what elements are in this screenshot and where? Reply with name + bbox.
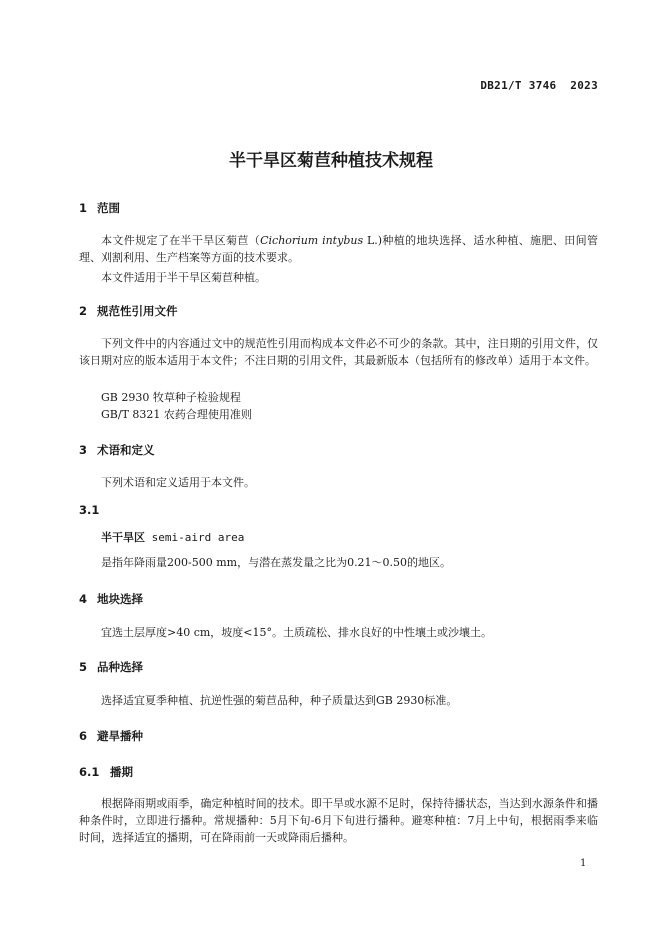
section-1-heading [79, 200, 120, 216]
latin-name: Cichorium intybus [260, 234, 364, 247]
reference-item: GB 2930 牧草种子检验规程 [101, 391, 241, 404]
section-title: 品种选择 [97, 660, 143, 674]
section-4-heading [79, 591, 143, 607]
section-title: 避旱播种 [97, 729, 143, 743]
section-number: 5 [79, 660, 88, 674]
document-title: 半干旱区菊苣种植技术规程 [229, 151, 433, 171]
paragraph-text: 下列文件中的内容通过文中的规范性引用而构成本文件必不可少的条款。其中，注日期的引用文件，仅该日期对应的版本适用于本文件；不注日期的引用文件，其最新版本（包括所有的修改单）适用于本文件。 [79, 337, 598, 367]
section-1-paragraph-1 [79, 232, 598, 266]
section-5-paragraph-1: 选择适宜夏季种植、抗逆性强的菊苣品种，种子质量达到GB 2930标准。 [101, 694, 458, 707]
paragraph-text: 本文件规定了在半干旱区菊苣（ [101, 234, 261, 247]
section-2-heading [79, 303, 178, 319]
term-definition: 是指年降雨量200-500 mm，与潜在蒸发量之比为0.21～0.50的地区。 [101, 556, 452, 569]
section-number: 4 [79, 592, 88, 606]
clause-number: 6.1 [79, 765, 100, 779]
paragraph-text: L.)种植的地块选择、适水种植、施肥、田间管理、刈割利用、生产档案等方面的技术要求。 [79, 234, 598, 264]
section-2-paragraph-1 [79, 335, 598, 369]
term-chinese: 半干旱区 [101, 531, 145, 544]
standard-code: DB21/T 3746 2023 [480, 79, 598, 92]
reference-item: GB/T 8321 农药合理使用准则 [101, 408, 252, 421]
section-title: 地块选择 [97, 592, 143, 606]
clause-6-1-paragraph-1 [79, 795, 598, 846]
section-number: 2 [79, 304, 88, 318]
section-number: 6 [79, 729, 88, 743]
section-title: 术语和定义 [97, 443, 155, 457]
section-title: 规范性引用文件 [97, 304, 178, 318]
clause-6-1-heading [79, 764, 133, 780]
section-4-paragraph-1: 宜选土层厚度>40 cm，坡度<15°。土质疏松、排水良好的中性壤土或沙壤土。 [101, 626, 493, 639]
section-title: 范围 [97, 201, 120, 215]
section-number: 3 [79, 443, 88, 457]
section-1-paragraph-2: 本文件适用于半干旱区菊苣种植。 [101, 271, 266, 284]
term-entry [101, 529, 244, 545]
page-number: 1 [580, 858, 587, 869]
section-3-heading [79, 442, 155, 458]
section-3-paragraph-1: 下列术语和定义适用于本文件。 [101, 476, 255, 489]
clause-3-1-number: 3.1 [79, 503, 100, 517]
clause-title: 播期 [110, 765, 133, 779]
section-6-heading [79, 728, 143, 744]
paragraph-text: 根据降雨期或雨季，确定种植时间的技术。即干旱或水源不足时，保持待播状态，当达到水源条件和播种条件时，立即进行播种。常规播种：5月下旬-6月下旬进行播种。避寒种植：7月上中旬，根据雨季来临时间，选择适宜的播期，可在降雨前一天或降雨后播种。 [79, 797, 598, 844]
section-number: 1 [79, 201, 88, 215]
section-5-heading [79, 659, 143, 675]
term-english: semi-aird area [145, 531, 245, 544]
